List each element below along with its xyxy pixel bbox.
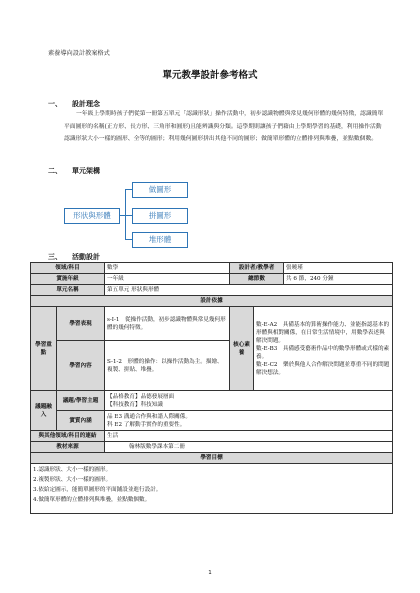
unit-label: 單元名稱 bbox=[31, 285, 105, 296]
grade-label: 實施年級 bbox=[31, 274, 105, 285]
issue-content-label: 議題/學習主題 bbox=[57, 391, 105, 411]
list-item: 2.複製形狀、大小一樣的圖形。 bbox=[33, 477, 112, 483]
list-item: 4.做簡單形體的立體排列與堆疊，並點數個數。 bbox=[33, 497, 151, 503]
section-label: 活動設計 bbox=[72, 253, 100, 261]
basis-label: 設計依據 bbox=[31, 296, 393, 307]
list-item: 1.認識形狀、大小一樣的圖形。 bbox=[33, 467, 112, 473]
connector-line bbox=[125, 215, 132, 216]
hours-label: 總節數 bbox=[230, 274, 284, 285]
issue-label: 議題融入 bbox=[31, 391, 57, 431]
performance-value: s-I-1 從操作活動，初步認識物體與常見幾何形體的幾何特徵。 bbox=[105, 307, 230, 341]
connector-line bbox=[125, 189, 132, 190]
material-value: 翰林版數學課本第二冊 bbox=[105, 442, 393, 453]
core-label: 核心素養 bbox=[230, 307, 254, 391]
diagram-leaf-node: 做圖形 bbox=[132, 182, 188, 198]
designer-value: 張曉瑾 bbox=[284, 263, 393, 274]
grade-value: 一年級 bbox=[105, 274, 230, 285]
performance-label: 學習表現 bbox=[57, 307, 105, 341]
design-rationale-text: 一年級上學期時孩子們從第一冊第五單元「認識形狀」操作活動中，初步認識物體與常見幾何形體的幾何特徵，認識簡單平面圖形的名稱(正方形、長方形、三角形和圓形)且能辨識與分類。這學期則讓孩子們藉由上學期學習的基礎，利用操作活動認識形狀大小一樣的圖形、全等的圖形；利用幾何圖形拼出其他不同的圖形；做簡單形體的立體排列與堆疊，並點數個數。 bbox=[64, 111, 384, 143]
hours-value: 共 6 節，240 分鐘 bbox=[284, 274, 393, 285]
section-number: 三、 bbox=[48, 253, 62, 261]
designer-label: 設計者/教學者 bbox=[230, 263, 284, 274]
page-number: 1 bbox=[208, 570, 212, 576]
list-item: 3.依給定圖示，能簡單圖形的平面鋪設並進行設計。 bbox=[33, 487, 162, 493]
diagram-leaf-node: 拼圖形 bbox=[132, 208, 188, 224]
link-value: 生活 bbox=[105, 431, 393, 442]
section-number: 二、 bbox=[48, 167, 62, 175]
core-value: 數-E-A2 具備基本的算術操作能力、並能指認基本的形體與相對關係，在日常生活情境中，用數學表述與解決問題。 數-E-B3 具備感受藝術作品中的數學形體或式樣的素養。 數-E-C2 樂於與他人合作解決問題並尊重不同的問題解決想法。 bbox=[254, 307, 393, 391]
section-unit-structure-heading bbox=[48, 166, 100, 176]
content-label: 學習內容 bbox=[57, 341, 105, 391]
focus-label: 學習重點 bbox=[31, 307, 57, 391]
lesson-plan-table bbox=[30, 262, 393, 514]
unit-value: 第五單元 形狀與形體 bbox=[105, 285, 393, 296]
connector-line bbox=[125, 239, 132, 240]
section-label: 單元架構 bbox=[72, 167, 100, 175]
document-header: 素養導向設計教案格式 bbox=[48, 50, 110, 57]
issue-meaning-value: 品 E3 溝通合作與和諧人際關係。 科 E2 了解動手實作的重要性。 bbox=[105, 411, 393, 431]
link-label: 與其他領域/科目的連結 bbox=[31, 431, 105, 442]
diagram-root-node: 形狀與形體 bbox=[64, 208, 120, 224]
section-activity-design-heading bbox=[48, 252, 100, 262]
connector-line bbox=[125, 189, 126, 239]
issue-meaning-label: 實質內涵 bbox=[57, 411, 105, 431]
field-label: 領域/科目 bbox=[31, 263, 105, 274]
objectives-label: 學習目標 bbox=[31, 453, 393, 464]
issue-content-value: 【品格教育】品德發展層面 【科技教育】科技知識 bbox=[105, 391, 393, 411]
section-number: 一、 bbox=[48, 100, 62, 108]
objectives-list bbox=[31, 464, 393, 514]
material-label: 教材來源 bbox=[31, 442, 105, 453]
content-value: S-1-2 形體的操作：以操作活動為主。描繪、複製、拼貼、堆疊。 bbox=[105, 341, 230, 391]
field-value: 數學 bbox=[105, 263, 230, 274]
diagram-leaf-node: 堆形體 bbox=[132, 232, 188, 248]
section-label: 設計理念 bbox=[72, 100, 100, 108]
page-title: 單元教學設計參考格式 bbox=[162, 70, 258, 81]
